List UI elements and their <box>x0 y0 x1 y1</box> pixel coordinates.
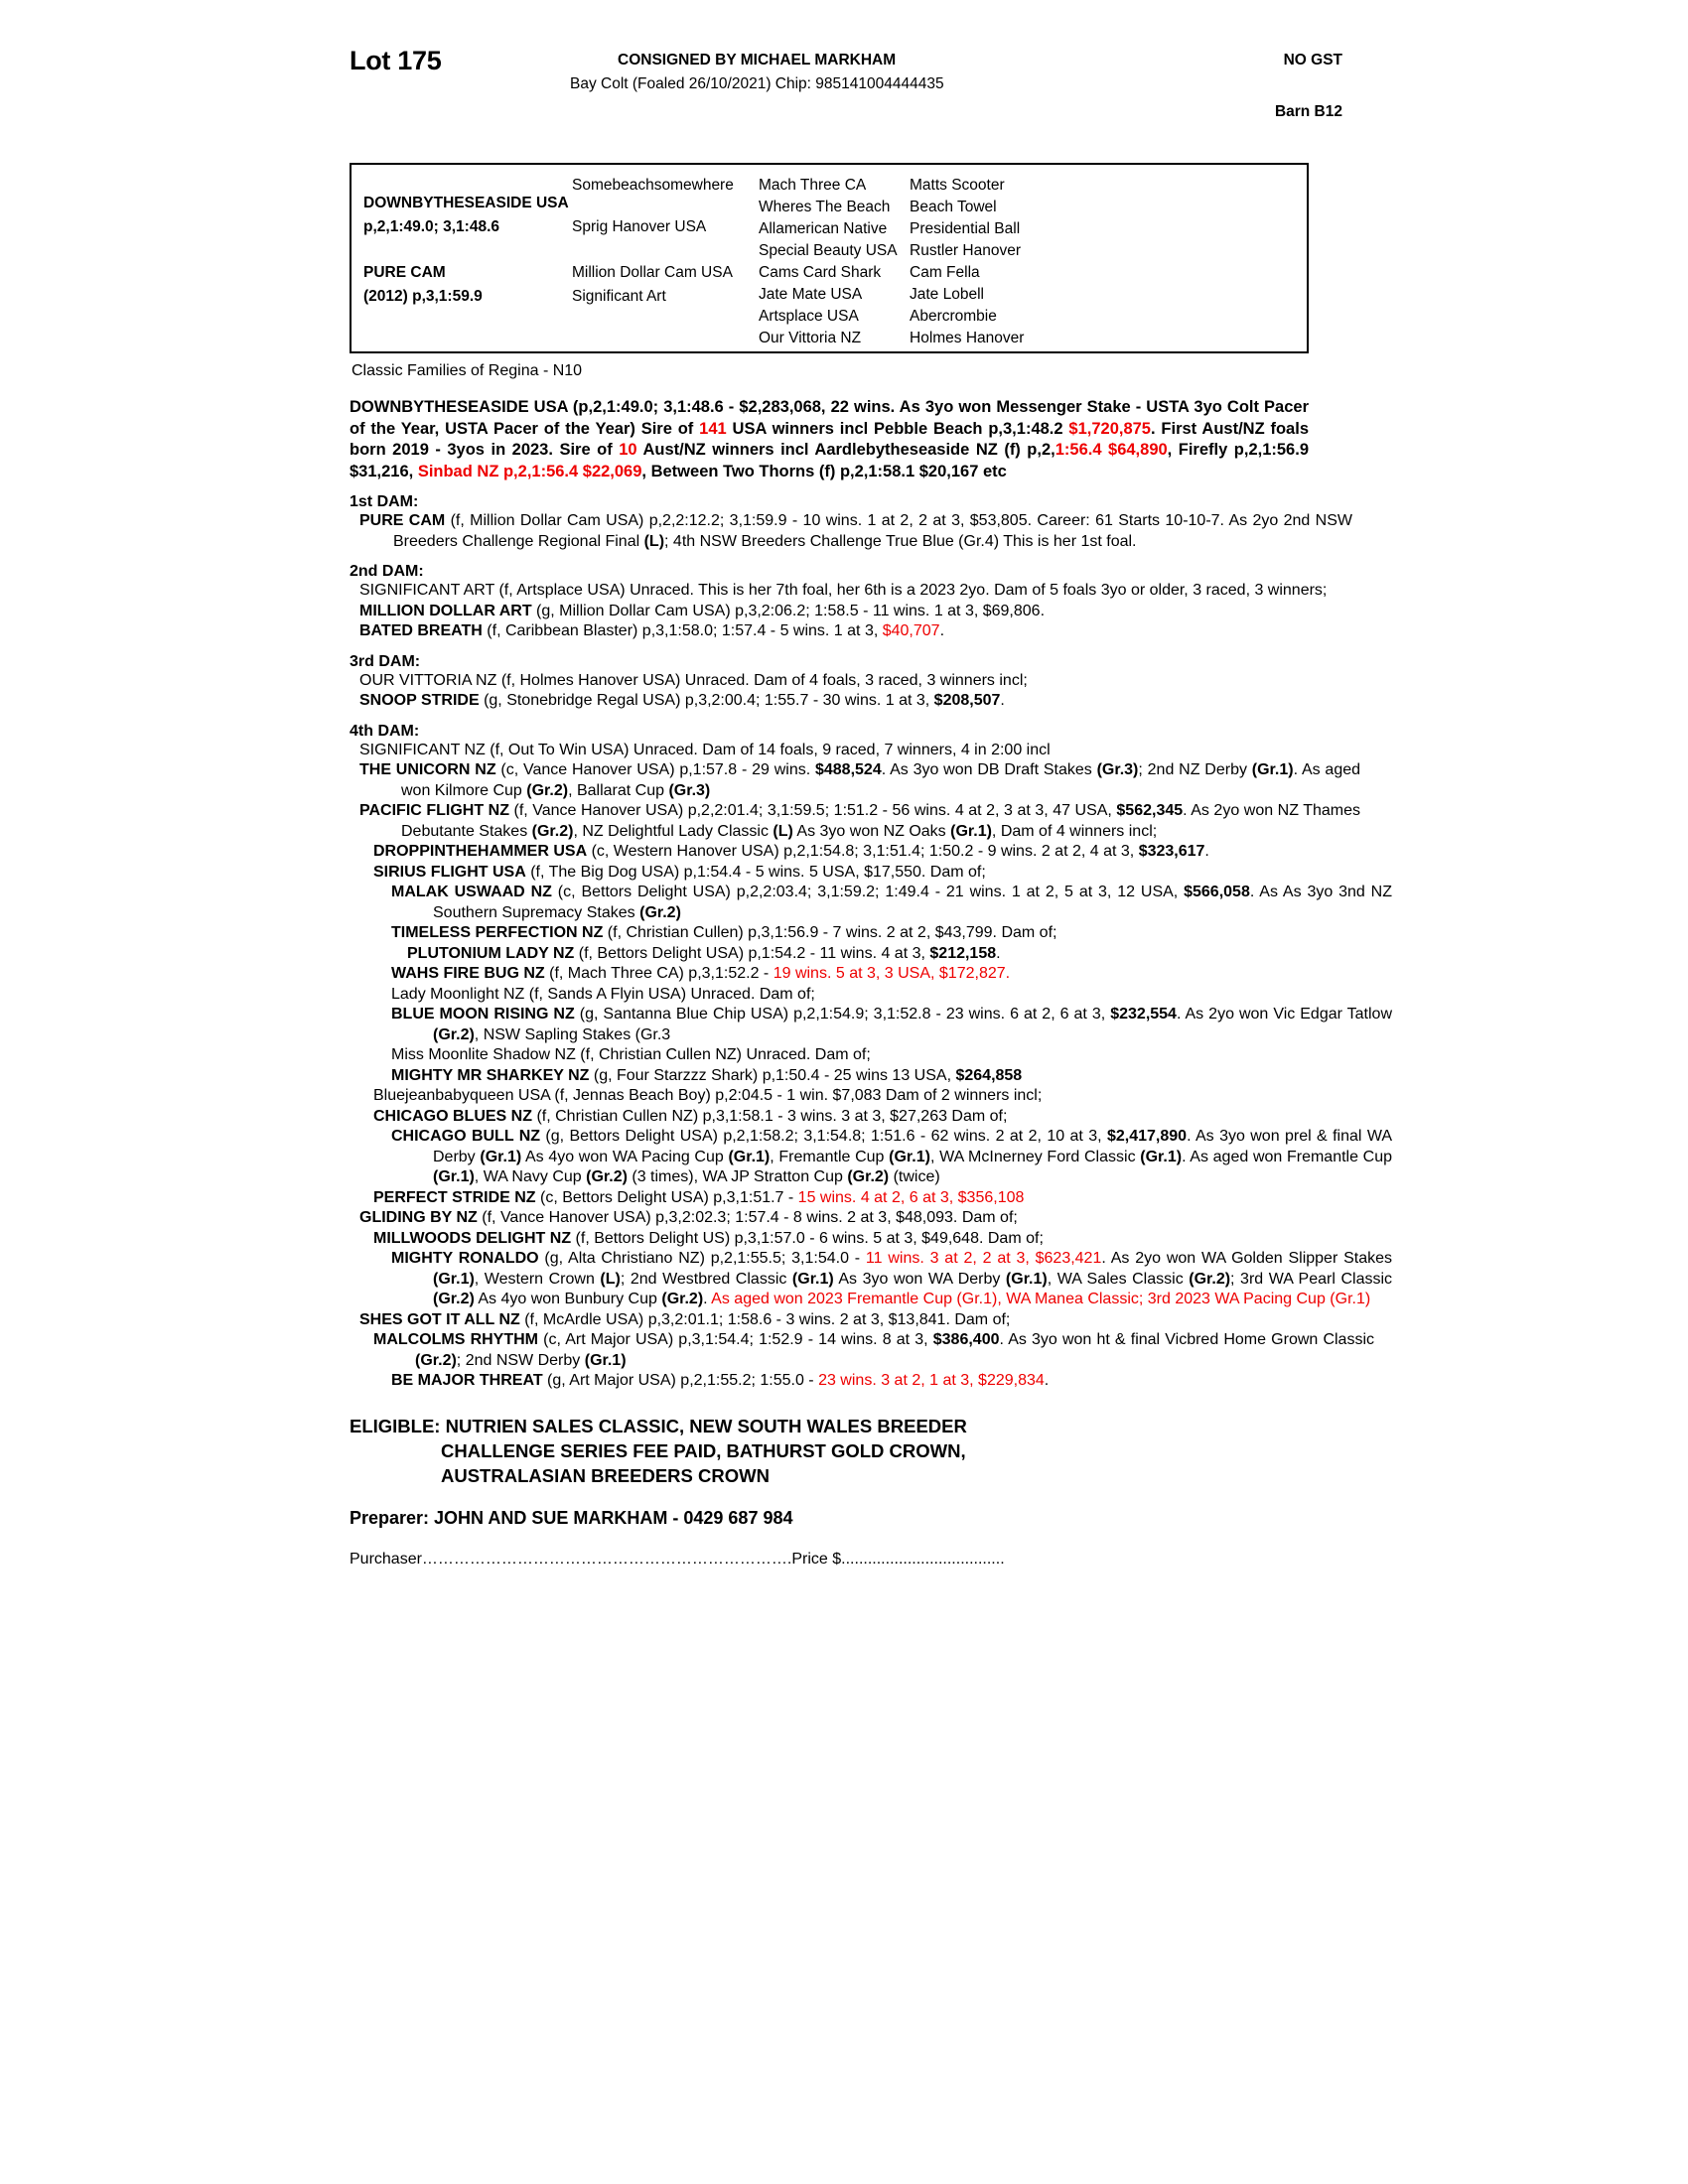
entry-text: As 3yo won WA Derby <box>833 1270 1006 1288</box>
horse-name: $264,858 <box>955 1066 1023 1084</box>
entry-text: Bluejeanbabyqueen USA (f, Jennas Beach Boy) p,2:04.5 - 1 win. $7,083 Dam of 2 winners incl; <box>373 1087 1043 1104</box>
horse-name: PLUTONIUM LADY NZ <box>407 944 575 962</box>
horse-name: CHICAGO BULL NZ <box>391 1128 541 1145</box>
horse-name: SNOOP STRIDE <box>359 692 480 709</box>
entry-text: (f, Mach Three CA) p,3,1:52.2 - <box>544 965 774 982</box>
pedigree-gen3-6: Jate Mate USA <box>759 286 863 303</box>
horse-name: PURE CAM <box>359 512 446 529</box>
pedigree-gen3-7: Artsplace USA <box>759 308 859 325</box>
entry-text: . As aged won Kilmore Cup <box>401 761 1361 799</box>
preparer-line: Preparer: JOHN AND SUE MARKHAM - 0429 687 984 <box>350 1507 793 1528</box>
pedigree-sire-dam: Sprig Hanover USA <box>572 218 707 235</box>
horse-name: GLIDING BY NZ <box>359 1209 478 1226</box>
entry-text: , NSW Sapling Stakes (Gr.3 <box>474 1025 671 1043</box>
horse-name: (Gr.1) <box>728 1148 771 1165</box>
entry-text: (g, Four Starzzz Shark) p,1:50.4 - 25 wins 13 USA, <box>589 1066 956 1084</box>
entry-text: Miss Moonlite Shadow NZ (f, Christian Cullen NZ) Unraced. Dam of; <box>391 1046 871 1063</box>
entry-text: , Fremantle Cup <box>770 1148 890 1165</box>
entry-text: (f, Million Dollar Cam USA) p,2,2:12.2; 3,1:59.9 - 10 wins. 1 at 2, 2 at 3, $53,805. Career: 61 Starts 10-10-7. As 2yo 2nd NSW Breeders Challenge Regional Final <box>393 512 1353 550</box>
sire-summary-p6: , Between Two Thorns (f) p,2,1:58.1 $20,167 etc <box>641 462 1007 480</box>
sire-summary <box>350 397 1309 482</box>
entry-text: (f, Bettors Delight US) p,3,1:57.0 - 6 wins. 5 at 3, $49,648. Dam of; <box>571 1229 1044 1247</box>
entry-text: (f, Christian Cullen) p,3,1:56.9 - 7 wins. 2 at 2, $43,799. Dam of; <box>603 924 1057 941</box>
sinbad-stats: Sinbad NZ p,2,1:56.4 $22,069 <box>417 462 642 480</box>
pedigree-gen4-5: Cam Fella <box>910 264 980 281</box>
dam-section-heading: 2nd DAM: <box>350 563 424 580</box>
horse-name: $562,345 <box>1116 802 1184 819</box>
entry-text: (3 times), WA JP Stratton Cup <box>627 1168 848 1185</box>
horse-name: (Gr.2) <box>531 822 574 840</box>
horse-name: (Gr.2) <box>433 1291 475 1307</box>
horse-name: (Gr.1) <box>889 1148 930 1165</box>
horse-name: SHES GOT IT ALL NZ <box>359 1310 520 1328</box>
horse-name: (Gr.1) <box>1005 1270 1048 1288</box>
horse-name: MALAK USWAAD NZ <box>391 884 552 900</box>
entry-text: (f, Bettors Delight USA) p,1:54.2 - 11 wins. 4 at 3, <box>574 944 930 962</box>
horse-name: (L) <box>643 532 665 550</box>
horse-name: (Gr.2) <box>661 1291 704 1307</box>
pedigree-gen4-7: Abercrombie <box>910 308 997 325</box>
horse-name: BE MAJOR THREAT <box>391 1372 543 1389</box>
horse-name: (Gr.1) <box>433 1270 475 1288</box>
horse-name: (Gr.1) <box>1140 1148 1183 1165</box>
pedigree-entry <box>350 602 1360 622</box>
highlight-stat: As aged won 2023 Fremantle Cup (Gr.1), WA Manea Classic; 3rd 2023 WA Pacing Cup (Gr.1) <box>711 1291 1371 1307</box>
dam-section-heading: 3rd DAM: <box>350 652 421 670</box>
horse-name: $566,058 <box>1184 884 1250 900</box>
horse-name: CHICAGO BLUES NZ <box>373 1107 532 1125</box>
pedigree-entry <box>350 1229 1374 1250</box>
horse-name: (Gr.2) <box>1189 1270 1231 1288</box>
entry-text: (c, Western Hanover USA) p,2,1:54.8; 3,1:51.4; 1:50.2 - 9 wins. 2 at 2, 4 at 3, <box>587 843 1139 860</box>
pedigree-entry <box>350 1249 1392 1310</box>
highlight-stat: 15 wins. 4 at 2, 6 at 3, $356,108 <box>797 1188 1025 1206</box>
entry-text: (c, Art Major USA) p,3,1:54.4; 1:52.9 - 14 wins. 8 at 3, <box>538 1331 933 1348</box>
pedigree-entry <box>350 964 1392 985</box>
pedigree-entry <box>350 842 1374 863</box>
pedigree-dam-name: PURE CAM <box>363 264 446 281</box>
pedigree-entry <box>350 883 1392 923</box>
entry-text: . As 2yo won NZ Thames Debutante Stakes <box>401 802 1361 840</box>
horse-name: WAHS FIRE BUG NZ <box>391 965 545 982</box>
horse-name: (Gr.1) <box>791 1270 834 1288</box>
pedigree-entry <box>350 801 1360 842</box>
dam-section-heading: 1st DAM: <box>350 493 419 510</box>
purchaser-line: Purchaser…………………………………………………………….Price $..................................... <box>350 1550 1005 1568</box>
pedigree-entry <box>350 511 1352 552</box>
pedigree-gen4-1: Matts Scooter <box>910 177 1005 194</box>
entry-text: ; 3rd WA Pearl Classic <box>1230 1270 1393 1288</box>
dam-sections <box>350 493 1393 1392</box>
pedigree-dam-sire: Million Dollar Cam USA <box>572 264 733 281</box>
entry-text: , NZ Delightful Lady Classic <box>573 822 774 840</box>
pedigree-entry <box>350 1066 1392 1087</box>
catalogue-entry <box>350 46 1393 1569</box>
entry-text: , Dam of 4 winners incl; <box>991 822 1158 840</box>
horse-name: $488,524 <box>814 761 882 778</box>
horse-name: (Gr.2) <box>847 1168 890 1185</box>
entry-text: (c, Bettors Delight USA) p,3,1:51.7 - <box>535 1188 798 1206</box>
pedigree-entry <box>350 985 1350 1006</box>
pedigree-gen3-2: Wheres The Beach <box>759 199 891 215</box>
horse-name: $208,507 <box>933 692 1001 709</box>
gst-status: NO GST <box>1283 52 1342 68</box>
horse-name: (Gr.1) <box>584 1351 627 1369</box>
entry-text: SIGNIFICANT ART (f, Artsplace USA) Unraced. This is her 7th foal, her 6th is a 2023 2yo. Dam of 5 foals 3yo or older, 3 raced, 3 winners; <box>359 582 1328 599</box>
pedigree-sire-sire: Somebeachsomewhere <box>572 177 734 194</box>
entry-text: , Ballarat Cup <box>568 781 669 799</box>
horse-name: PERFECT STRIDE NZ <box>373 1188 536 1206</box>
sire-summary-p2: USA winners incl Pebble Beach p,3,1:48.2 <box>726 419 1069 438</box>
entry-text: . As 3yo won DB Draft Stakes <box>881 761 1097 778</box>
sire-summary-p5: , Firefly p,2,1:56.9 $31,216, <box>350 441 1309 480</box>
pedigree-gen4-3: Presidential Ball <box>910 220 1021 237</box>
horse-description: Bay Colt (Foaled 26/10/2021) Chip: 985141004444435 <box>570 75 944 92</box>
pedigree-entry <box>350 1127 1392 1188</box>
horse-name: (Gr.2) <box>415 1351 457 1369</box>
horse-name: (Gr.1) <box>480 1148 522 1165</box>
horse-name: (Gr.3) <box>1096 761 1139 778</box>
horse-name: (Gr.3) <box>668 781 711 799</box>
entry-text: (f, Vance Hanover USA) p,3,2:02.3; 1:57.4 - 8 wins. 2 at 3, $48,093. Dam of; <box>477 1209 1018 1226</box>
pedigree-entry <box>350 691 1360 712</box>
entry-text: Lady Moonlight NZ (f, Sands A Flyin USA) Unraced. Dam of; <box>391 985 815 1003</box>
pedigree-sire-marks: p,2,1:49.0; 3,1:48.6 <box>363 218 499 235</box>
pedigree-table <box>350 163 1309 353</box>
pedigree-entry <box>350 1371 1392 1392</box>
entry-text: (g, Stonebridge Regal USA) p,3,2:00.4; 1:55.7 - 30 wins. 1 at 3, <box>479 692 934 709</box>
entry-text: , WA Sales Classic <box>1047 1270 1190 1288</box>
pedigree-entry <box>350 1188 1374 1209</box>
entry-text: . <box>996 944 1001 962</box>
highlight-stat: $40,707 <box>882 622 940 639</box>
pedigree-gen3-4: Special Beauty USA <box>759 242 898 259</box>
entry-text: (twice) <box>889 1168 940 1185</box>
horse-name: $2,417,890 <box>1106 1128 1188 1145</box>
entry-text: . As 3yo won prel & final WA Derby <box>433 1128 1393 1165</box>
entry-text: (g, Art Major USA) p,2,1:55.2; 1:55.0 - <box>542 1372 819 1389</box>
pedigree-entry <box>350 1045 1350 1066</box>
eligibility-block <box>350 1414 1342 1488</box>
horse-name: DROPPINTHEHAMMER USA <box>373 843 588 860</box>
classic-families-line: Classic Families of Regina - N10 <box>352 362 583 379</box>
pedigree-gen3-1: Mach Three CA <box>759 177 867 194</box>
entry-text: ; 2nd NSW Derby <box>456 1351 585 1369</box>
horse-name: MILLION DOLLAR ART <box>359 602 532 619</box>
pedigree-entry <box>350 671 1352 692</box>
entry-text: , WA Navy Cup <box>474 1168 587 1185</box>
highlight-stat: 19 wins. 5 at 3, 3 USA, $172,827. <box>773 965 1011 982</box>
entry-text: . <box>703 1291 712 1307</box>
sire-usa-winner-count: 141 <box>699 419 727 438</box>
entry-text: . As 3yo won ht & final Vicbred Home Grown Classic <box>999 1331 1375 1348</box>
entry-text: ; 2nd Westbred Classic <box>620 1270 792 1288</box>
horse-name: MALCOLMS RHYTHM <box>373 1331 539 1348</box>
entry-text: SIGNIFICANT NZ (f, Out To Win USA) Unraced. Dam of 14 foals, 9 raced, 7 winners, 4 in 2:00 incl <box>359 741 1051 758</box>
entry-text: (f, Christian Cullen NZ) p,3,1:58.1 - 3 wins. 3 at 3, $27,263 Dam of; <box>532 1107 1008 1125</box>
pedigree-entry <box>350 581 1352 602</box>
pedigree-gen3-5: Cams Card Shark <box>759 264 882 281</box>
page-title: Lot 175 <box>350 46 442 75</box>
entry-text: (c, Vance Hanover USA) p,1:57.8 - 29 wins. <box>495 761 815 778</box>
entry-text: (f, Vance Hanover USA) p,2,2:01.4; 3,1:59.5; 1:51.2 - 56 wins. 4 at 2, 3 at 3, 47 USA, <box>508 802 1117 819</box>
highlight-stat: 23 wins. 3 at 2, 1 at 3, $229,834 <box>818 1372 1045 1389</box>
entry-text: ; 2nd NZ Derby <box>1138 761 1252 778</box>
pedigree-gen4-6: Jate Lobell <box>910 286 984 303</box>
highlight-stat: 11 wins. 3 at 2, 2 at 3, $623,421 <box>865 1250 1102 1267</box>
pebble-beach-earnings: $1,720,875 <box>1068 419 1151 438</box>
pedigree-entry <box>350 923 1392 944</box>
entry-text: . <box>1000 692 1005 709</box>
pedigree-entry <box>350 863 1374 884</box>
pedigree-entry <box>350 1107 1374 1128</box>
horse-name: SIRIUS FLIGHT USA <box>373 863 526 881</box>
entry-text: , WA McInerney Ford Classic <box>929 1148 1141 1165</box>
pedigree-gen3-8: Our Vittoria NZ <box>759 330 862 346</box>
entry-text: . As aged won Fremantle Cup <box>1182 1148 1393 1165</box>
horse-name: (Gr.2) <box>526 781 569 799</box>
sire-summary-p1: DOWNBYTHESEASIDE USA (p,2,1:49.0; 3,1:48.6 - $2,283,068, 22 wins. As 3yo won Messenger Stake - USTA 3yo Colt Pacer of the Year, USTA Pacer of the Year) Sire of <box>350 398 1309 438</box>
entry-text: . <box>939 622 945 639</box>
entry-text: (c, Bettors Delight USA) p,2,2:03.4; 3,1:59.2; 1:49.4 - 21 wins. 1 at 2, 5 at 3, 12 USA, <box>551 884 1185 900</box>
sire-summary-p3: . First Aust/NZ foals born 2019 - 3yos in 2023. Sire of <box>350 419 1309 459</box>
entry-text: ; 4th NSW Breeders Challenge True Blue (Gr.4) This is her 1st foal. <box>664 532 1137 550</box>
horse-name: MIGHTY RONALDO <box>391 1250 539 1267</box>
entry-text: As 4yo won WA Pacing Cup <box>521 1148 729 1165</box>
horse-name: (L) <box>600 1270 621 1288</box>
horse-name: (Gr.2) <box>433 1025 475 1043</box>
entry-text: OUR VITTORIA NZ (f, Holmes Hanover USA) Unraced. Dam of 4 foals, 3 raced, 3 winners incl; <box>359 671 1028 689</box>
entry-text: . As 2yo won Vic Edgar Tatlow <box>1176 1006 1393 1023</box>
eligibility-line-3: AUSTRALASIAN BREEDERS CROWN <box>441 1464 770 1486</box>
eligibility-line-1: ELIGIBLE: NUTRIEN SALES CLASSIC, NEW SOUTH WALES BREEDER <box>350 1415 967 1436</box>
entry-text: . As 2yo won WA Golden Slipper Stakes <box>1101 1250 1393 1267</box>
entry-text: As 3yo won NZ Oaks <box>792 822 951 840</box>
pedigree-entry <box>350 760 1360 801</box>
horse-name: $386,400 <box>932 1331 1000 1348</box>
entry-text: . <box>1044 1372 1050 1389</box>
pedigree-entry <box>350 1086 1333 1107</box>
horse-name: BATED BREATH <box>359 622 483 639</box>
pedigree-dam-marks: (2012) p,3,1:59.9 <box>363 288 483 305</box>
sire-anz-winner-count: 10 <box>619 441 637 459</box>
horse-name: (Gr.2) <box>639 903 681 921</box>
horse-name: $232,554 <box>1110 1006 1177 1023</box>
horse-name: MIGHTY MR SHARKEY NZ <box>391 1066 590 1084</box>
horse-name: $212,158 <box>929 944 997 962</box>
entry-text: (f, McArdle USA) p,3,2:01.1; 1:58.6 - 3 wins. 2 at 3, $13,841. Dam of; <box>519 1310 1011 1328</box>
horse-name: (Gr.1) <box>950 822 992 840</box>
sire-summary-p4: Aust/NZ winners incl Aardlebytheseaside NZ (f) p,2, <box>636 441 1055 459</box>
pedigree-gen3-3: Allamerican Native <box>759 220 888 237</box>
pedigree-gen4-2: Beach Towel <box>910 199 997 215</box>
horse-name: (Gr.1) <box>433 1168 475 1185</box>
pedigree-entry <box>350 1005 1392 1045</box>
consignor-label: CONSIGNED BY MICHAEL MARKHAM <box>618 52 897 68</box>
horse-name: (Gr.2) <box>586 1168 628 1185</box>
horse-name: $323,617 <box>1138 843 1205 860</box>
horse-name: MILLWOODS DELIGHT NZ <box>373 1229 572 1247</box>
entry-text: (g, Bettors Delight USA) p,2,1:58.2; 3,1:54.8; 1:51.6 - 62 wins. 2 at 2, 10 at 3, <box>540 1128 1107 1145</box>
pedigree-entry <box>350 944 1408 965</box>
pedigree-gen4-8: Holmes Hanover <box>910 330 1025 346</box>
dam-section-heading: 4th DAM: <box>350 722 420 740</box>
aardlebytheseaside-stats: 1:56.4 $64,890 <box>1055 441 1168 459</box>
entry-text: , Western Crown <box>474 1270 601 1288</box>
horse-name: (Gr.1) <box>1251 761 1294 778</box>
eligibility-line-2: CHALLENGE SERIES FEE PAID, BATHURST GOLD CROWN, <box>441 1439 966 1461</box>
horse-name: THE UNICORN NZ <box>359 761 496 778</box>
entry-text: (g, Alta Christiano NZ) p,2,1:55.5; 3,1:54.0 - <box>538 1250 866 1267</box>
entry-text: . As As 3yo 3nd NZ Southern Supremacy Stakes <box>433 884 1393 921</box>
entry-text: (f, The Big Dog USA) p,1:54.4 - 5 wins. 5 USA, $17,550. Dam of; <box>525 863 986 881</box>
entry-text: (f, Caribbean Blaster) p,3,1:58.0; 1:57.4 - 5 wins. 1 at 3, <box>482 622 883 639</box>
pedigree-gen4-4: Rustler Hanover <box>910 242 1021 259</box>
pedigree-sire-name: DOWNBYTHESEASIDE USA <box>363 195 569 211</box>
pedigree-entry <box>350 1208 1360 1229</box>
pedigree-entry <box>350 1310 1360 1331</box>
entry-text: (g, Million Dollar Cam USA) p,3,2:06.2; 1:58.5 - 11 wins. 1 at 3, $69,806. <box>531 602 1046 619</box>
horse-name: BLUE MOON RISING NZ <box>391 1006 575 1023</box>
pedigree-entry <box>350 621 1360 642</box>
horse-name: TIMELESS PERFECTION NZ <box>391 924 604 941</box>
entry-text: . <box>1204 843 1209 860</box>
barn-label: Barn B12 <box>1274 103 1342 120</box>
header <box>350 46 1342 120</box>
pedigree-entry <box>350 741 1352 761</box>
entry-text: (g, Santanna Blue Chip USA) p,2,1:54.9; 3,1:52.8 - 23 wins. 6 at 2, 6 at 3, <box>574 1006 1111 1023</box>
horse-name: (L) <box>773 822 793 840</box>
entry-text: As 4yo won Bunbury Cup <box>474 1291 662 1307</box>
horse-name: PACIFIC FLIGHT NZ <box>359 802 509 819</box>
pedigree-entry <box>350 1330 1374 1371</box>
pedigree-dam-dam: Significant Art <box>572 288 666 305</box>
